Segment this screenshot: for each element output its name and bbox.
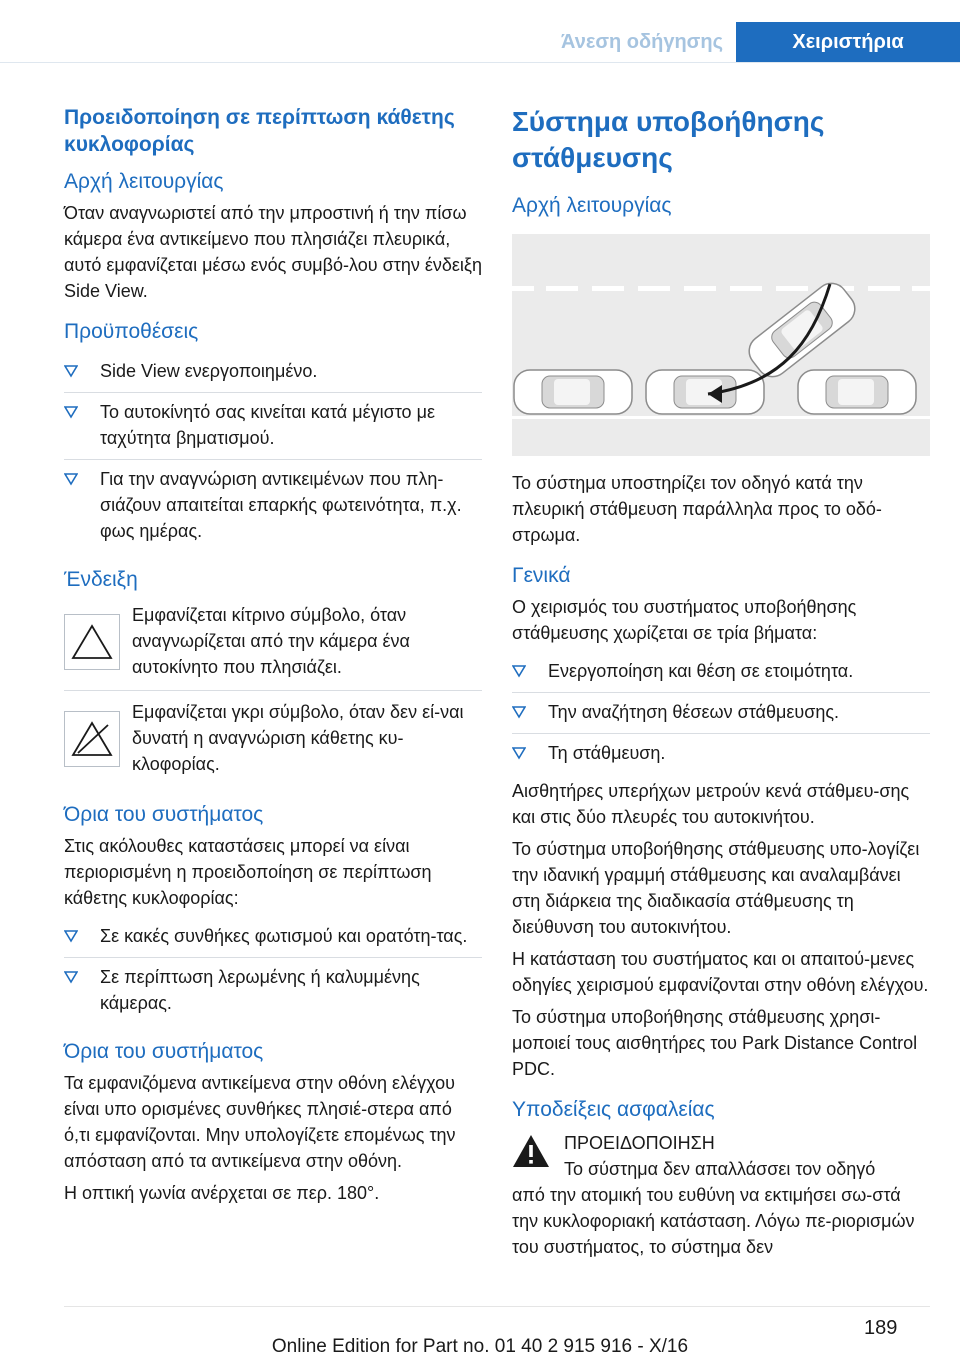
parked-car-icon: [514, 370, 632, 414]
bullet-arrow-icon: [64, 929, 78, 943]
section-title-cross-traffic: Προειδοποίηση σε περίπτωση κάθετης κυκλοφορίας: [64, 106, 455, 156]
warning-title: ΠΡΟΕΙΔΟΠΟΙΗΣΗ: [564, 1133, 715, 1153]
list-item: Ενεργοποίηση και θέση σε ετοιμότητα.: [512, 652, 930, 693]
indicator-text-unavailable: Εμφανίζεται γκρι σύμβολο, όταν δεν εί-ναι δυνατή η αναγνώριση κάθετης κυ-κλοφορίας.: [132, 702, 464, 774]
section-title-parking-assistant: Σύστημα υποβοήθησης στάθμευσης: [512, 106, 825, 173]
bullet-arrow-icon: [64, 364, 78, 378]
steps-list: [512, 652, 930, 774]
limits-list: [64, 917, 482, 1024]
footer-rule: [64, 1306, 930, 1307]
list-item: Το αυτοκίνητό σας κινείται κατά μέγιστο με ταχύτητα βηματισμού.: [64, 393, 482, 460]
parked-car-icon: [646, 370, 764, 414]
indicator-text-active: Εμφανίζεται κίτρινο σύμβολο, όταν αναγνωρίζεται από την κάμερα ένα αυτοκίνητο που πλησιάζει.: [132, 605, 410, 677]
bullet-arrow-icon: [64, 405, 78, 419]
tab-controls[interactable]: Χειριστήρια: [736, 22, 960, 62]
bullet-arrow-icon: [64, 472, 78, 486]
body-paragraph: Αισθητήρες υπερήχων μετρούν κενά στάθμευ-σης και στις δύο πλευρές του αυτοκινήτου.: [512, 781, 910, 827]
right-column: [512, 100, 930, 1266]
viewing-angle-text: Η οπτική γωνία ανέρχεται σε περ. 180°.: [64, 1183, 380, 1203]
list-item: Την αναζήτηση θέσεων στάθμευσης.: [512, 693, 930, 734]
principle-text: Όταν αναγνωριστεί από την μπροστινή ή την πίσω κάμερα ένα αντικείμενο που πλησιάζει πλευρικά, αυτό εμφανίζεται μέσω ενός συμβό-λου στην ένδειξη Side View.: [64, 203, 482, 301]
body-paragraph: Το σύστημα υποβοήθησης στάθμευσης χρησι-μοποιεί τους αισθητήρες του Park Distance Control PDC.: [512, 1007, 918, 1079]
warning-triangle-icon: [64, 614, 120, 670]
limits-heading: Όρια του συστήματος: [64, 803, 264, 826]
left-column: [64, 100, 482, 1212]
list-item: Για την αναγνώριση αντικειμένων που πλη-σιάζουν απαιτείται επαρκής φωτεινότητα, π.χ. φως ημέρας.: [64, 460, 482, 552]
prerequisites-list: [64, 352, 482, 552]
footer-edition: Online Edition for Part no. 01 40 2 915 916 - X/16: [271, 1336, 689, 1357]
general-text: Ο χειρισμός του συστήματος υποβοήθησης στάθμευσης χωρίζεται σε τρία βήματα:: [512, 597, 857, 643]
principle-heading: Αρχή λειτουργίας: [64, 170, 224, 193]
safety-heading: Υποδείξεις ασφαλείας: [512, 1098, 715, 1121]
page-number: 189: [864, 1317, 898, 1339]
divider: [64, 690, 482, 691]
body-paragraph: Το σύστημα υποβοήθησης στάθμευσης υπο-λογίζει την ιδανική γραμμή στάθμευσης και αναλαμβάνει στη διάρκεια της διαδικασία στάθμευσης τη διεύθυνση του αυτοκινήτου.: [512, 839, 920, 937]
list-item: Τη στάθμευση.: [512, 734, 930, 774]
warning-text: από την ατομική του ευθύνη να εκτιμήσει σω-στά την κυκλοφοριακή κατάσταση. Λόγω πε-ριορισμών του συστήματος, το σύστημα δεν: [512, 1185, 915, 1257]
principle-heading: Αρχή λειτουργίας: [512, 194, 672, 217]
limits-text: Τα εμφανιζόμενα αντικείμενα στην οθόνη ελέγχου είναι υπο ορισμένες συνθήκες πλησιέ-στερα από ό,τι εμφανίζονται. Μην υπολογίζετε επομένως την απόσταση από τα αντικείμενα στην οθόνη.: [64, 1073, 456, 1171]
warning-text-first-line: Το σύστημα δεν απαλλάσσει τον οδηγό: [564, 1159, 876, 1179]
warning-block: [512, 1130, 930, 1182]
indicator-row-active: [64, 602, 482, 680]
header-rule: [0, 62, 960, 63]
list-item: Σε κακές συνθήκες φωτισμού και ορατότη-τας.: [64, 917, 482, 958]
warning-triangle-crossed-icon: [64, 711, 120, 767]
tab-comfort-driving[interactable]: Άνεση οδήγησης: [548, 22, 736, 62]
list-item: Side View ενεργοποιημένο.: [64, 352, 482, 393]
indicator-row-unavailable: [64, 699, 482, 777]
bullet-arrow-icon: [512, 746, 526, 760]
body-paragraph: Η κατάσταση του συστήματος και οι απαιτού-μενες οδηγίες χειρισμού εμφανίζονται στην οθόνη ελέγχου.: [512, 949, 929, 995]
bullet-arrow-icon: [64, 970, 78, 984]
warning-icon: [512, 1134, 550, 1168]
limits-text: Στις ακόλουθες καταστάσεις μπορεί να είναι περιορισμένη η προειδοποίηση σε περίπτωση κάθετης κυκλοφορίας:: [64, 836, 432, 908]
prerequisites-heading: Προϋποθέσεις: [64, 320, 199, 343]
header-bar: [0, 22, 960, 62]
indicator-heading: Ένδειξη: [64, 568, 138, 591]
general-heading: Γενικά: [512, 564, 571, 587]
limits-heading: Όρια του συστήματος: [64, 1040, 264, 1063]
bullet-arrow-icon: [512, 664, 526, 678]
list-item: Σε περίπτωση λερωμένης ή καλυμμένης κάμερας.: [64, 958, 482, 1024]
parking-illustration: [512, 234, 930, 456]
parked-car-icon: [798, 370, 916, 414]
figure-caption: Το σύστημα υποστηρίζει τον οδηγό κατά την πλευρική στάθμευση παράλληλα προς το οδό-στρωμα.: [512, 473, 882, 545]
bullet-arrow-icon: [512, 705, 526, 719]
